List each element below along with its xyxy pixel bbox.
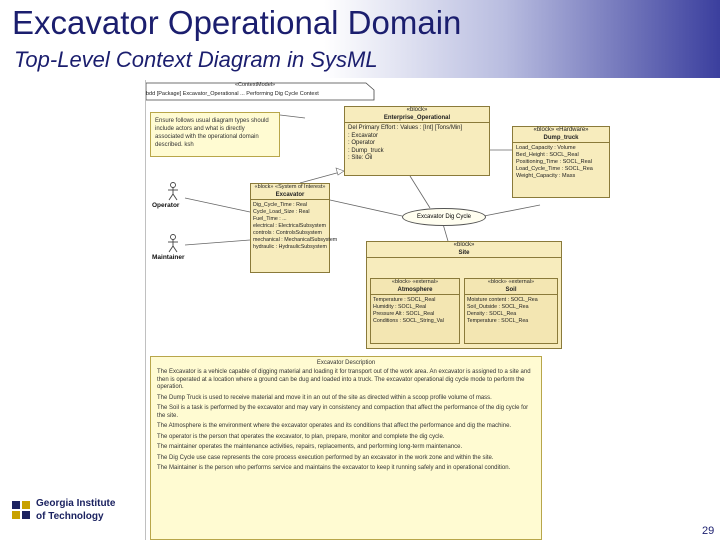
excavator-description-note — [150, 356, 542, 540]
slide-subtitle: Top-Level Context Diagram in SysML — [14, 47, 378, 72]
description-paragraph: The maintainer operates the maintenance activities, repairs, replacements, and performing long-term maintenance. — [157, 444, 463, 450]
site-stereotype: «block» — [453, 242, 475, 248]
description-paragraph: The Excavator is a vehicle capable of digging material and loading it for transport out of the work area. An excavator is assigned to a site and then is operated at a location where a ground can be dug and loaded into a truck. The excavator operational dig cycle mode to perform the operation. — [157, 369, 531, 390]
maintainer-actor-icon — [165, 234, 181, 254]
dump-truck-block[interactable] — [512, 126, 610, 198]
atmosphere-name: Atmosphere — [371, 286, 459, 295]
excavator-attr: mechanical : MechanicalSubsystem — [253, 237, 338, 243]
atmosphere-attr: Humidity : SOCL_Real — [373, 304, 427, 310]
note-text: Ensure follows usual diagram types should include actors and what is directly associated with the operational domain described. ksh — [155, 118, 269, 148]
description-paragraph: The Soil is a task is performed by the excavator and may vary in consistency and compaction that affect the performance of the dig cycle for the site. — [157, 405, 529, 419]
enterprise-attr: : Site: Oil — [348, 155, 373, 161]
operator-label: Operator — [152, 202, 180, 209]
site-name: Site — [367, 249, 561, 258]
frame-label: bdd [Package] Excavator_Operational ... Performing Dig Cycle Context — [146, 91, 319, 97]
excavator-name: Excavator — [251, 191, 329, 200]
frame-stereotype: «ContextModel» — [235, 82, 276, 88]
description-paragraph: The Maintainer is the person who performs service and maintains the excavator to keep it running safely and in operational condition. — [157, 465, 511, 471]
enterprise-attr: : Dump_truck — [348, 147, 384, 154]
enterprise-operational-block[interactable] — [344, 106, 490, 176]
soil-attr: Moisture content : SOCL_Rea — [467, 297, 538, 303]
atmosphere-block[interactable] — [370, 278, 460, 344]
atmosphere-attr: Conditions : SOCL_String_Val — [373, 318, 444, 324]
excavator-attr: Cycle_Load_Size : Real — [253, 209, 310, 215]
enterprise-attr: : Operator — [348, 140, 376, 146]
description-paragraph: The Atmosphere is the environment where the excavator operates and its conditions that affect the performance and dig the machine. — [157, 423, 512, 429]
soil-block[interactable] — [464, 278, 558, 344]
soil-name: Soil — [465, 286, 557, 295]
page-number: 29 — [702, 525, 715, 537]
excavator-attr: controls : ControlsSubsystem — [253, 230, 322, 236]
enterprise-name: Enterprise_Operational — [345, 114, 489, 123]
description-paragraph: The operator is the person that operates the excavator, to plan, prepare, monitor and complete the dig cycle. — [157, 433, 445, 440]
enterprise-attr: : Excavator — [348, 132, 379, 139]
soil-attr: Soil_Outside : SOCL_Rea — [467, 304, 529, 310]
excavator-attr: hydraulic : HydraulicSubsystem — [253, 244, 327, 250]
maintainer-label: Maintainer — [152, 254, 185, 261]
enterprise-attr: Del Primary Effort : Values : [Int] [Tons/Min] — [348, 125, 463, 131]
description-title: Excavator Description — [316, 360, 376, 366]
slide-title: Excavator Operational Domain — [12, 4, 462, 41]
dump-truck-name: Dump_truck — [513, 134, 609, 143]
enterprise-stereotype: «block» — [406, 107, 428, 113]
dump-truck-attr: Load_Capacity : Volume — [516, 145, 576, 151]
excavator-attr: Dig_Cycle_Time : Real — [253, 202, 307, 208]
description-paragraph: The Dump Truck is used to receive material and move it in an out of the site as directed within a scoop profile volume of mass. — [157, 394, 492, 401]
dump-truck-attr: Bed_Height : SOCL_Real — [516, 152, 579, 158]
dump-truck-stereotype: «block» «Hardware» — [533, 127, 589, 133]
diagram-note — [150, 112, 280, 157]
soil-stereotype: «block» «external» — [487, 279, 535, 285]
dump-truck-attr: Positioning_Time : SOCL_Real — [516, 159, 592, 165]
operator-actor-icon — [165, 182, 181, 202]
excavator-attr: electrical : ElectricalSubsystem — [253, 223, 327, 229]
soil-attr: Density : SOCL_Rea — [467, 311, 517, 317]
atmosphere-stereotype: «block» «external» — [391, 279, 439, 285]
excavator-block[interactable] — [250, 183, 338, 273]
dump-truck-attr: Weight_Capacity : Mass — [516, 173, 576, 179]
logo-line-2: of Technology — [36, 511, 104, 522]
logo-mark-icon — [10, 499, 32, 523]
description-paragraph: The Dig Cycle use case represents the core process execution performed by an excavator in the work zone and within the site. — [157, 454, 494, 461]
excavator-stereotype: «block» «System of Interest» — [254, 184, 326, 190]
dig-cycle-use-case[interactable]: Excavator Dig Cycle — [402, 208, 486, 226]
georgia-tech-logo — [10, 495, 120, 535]
excavator-attr: Fuel_Time : ... — [253, 216, 287, 222]
dump-truck-attr: Load_Cycle_Time : SOCL_Rea — [516, 166, 593, 172]
atmosphere-attr: Pressure Alt : SOCL_Real — [373, 311, 435, 317]
logo-line-1: Georgia Institute — [36, 498, 116, 509]
soil-attr: Temperature : SOCL_Rea — [467, 318, 529, 324]
atmosphere-attr: Temperature : SOCL_Real — [373, 297, 436, 303]
